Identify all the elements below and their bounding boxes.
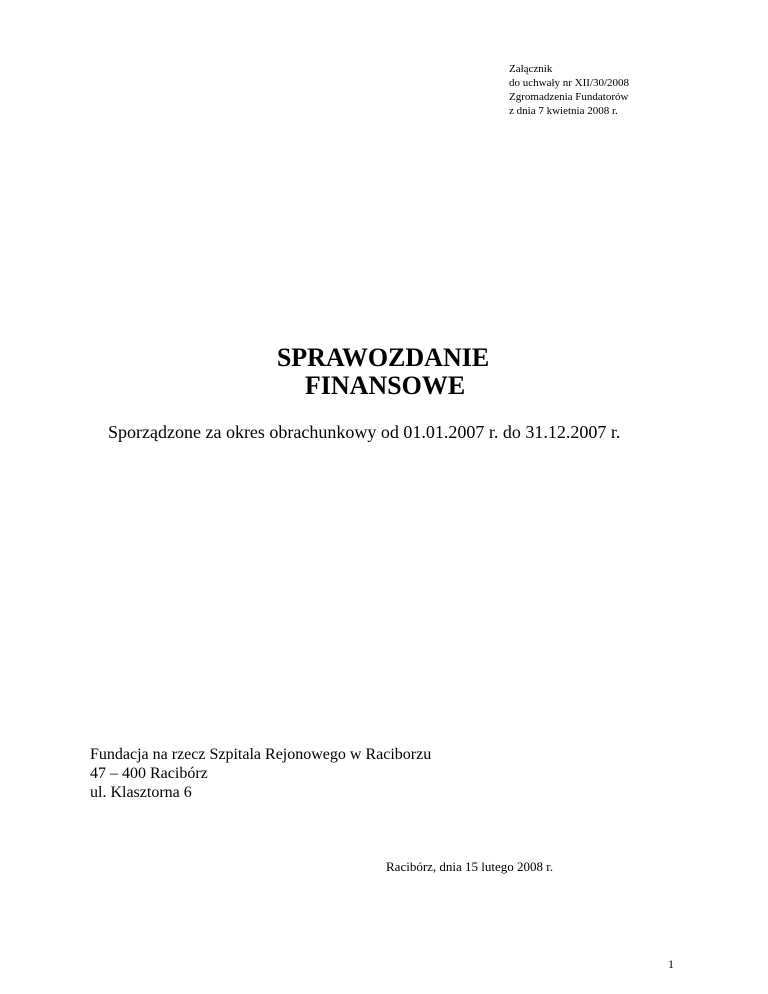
annex-line-assembly: Zgromadzenia Fundatorów [509,91,629,103]
page-number: 1 [668,957,674,971]
organization-name: Fundacja na rzecz Szpitala Rejonowego w Raciborzu [90,746,432,763]
document-title-line-1: SPRAWOZDANIE [276,343,490,372]
reporting-period: Sporządzone za okres obrachunkowy od 01.01.2007 r. do 31.12.2007 r. [108,422,621,442]
annex-line-title: Załącznik [509,63,553,75]
document-title-line-2: FINANSOWE [304,371,466,400]
place-and-date: Racibórz, dnia 15 lutego 2008 r. [386,859,554,874]
organization-postal-code: 47 – 400 Racibórz [90,765,208,782]
organization-address [90,745,431,802]
annex-line-date: z dnia 7 kwietnia 2008 r. [509,105,618,117]
annex-line-resolution: do uchwały nr XII/30/2008 [509,77,630,89]
annex-reference [509,62,629,118]
organization-street: ul. Klasztorna 6 [90,784,192,801]
